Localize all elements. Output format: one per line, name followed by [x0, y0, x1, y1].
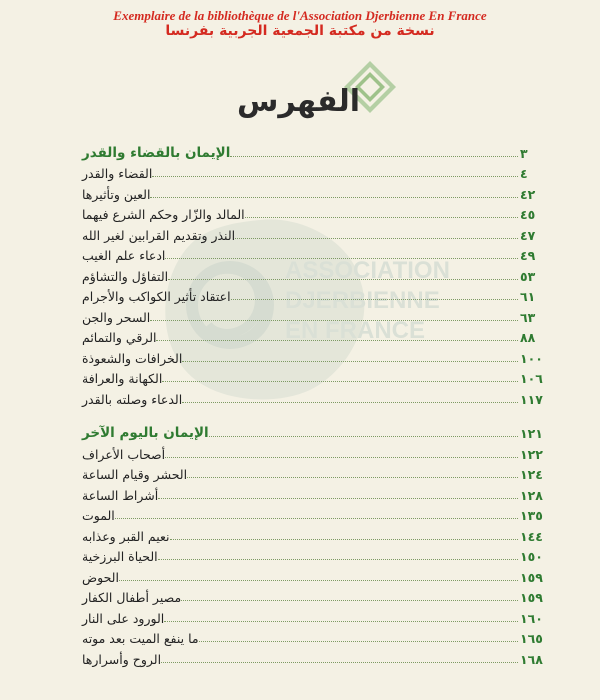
page-number: ٦٣	[520, 309, 536, 325]
toc-entry	[78, 366, 558, 387]
dot-leader	[158, 559, 518, 560]
dot-leader	[231, 299, 518, 300]
entry-title: اعتقاد تأثير الكواكب والأجرام	[82, 289, 231, 304]
dot-leader	[165, 457, 518, 458]
dot-leader	[150, 197, 518, 198]
page-number: ١٦٥	[520, 631, 543, 646]
toc-entry	[78, 161, 558, 182]
library-stamp-arabic: نسخة من مكتبة الجمعية الجربية بفرنسا	[165, 23, 435, 39]
toc-entry	[78, 284, 558, 305]
entry-title: التفاؤل والتشاؤم	[82, 268, 169, 284]
page-title: الفهرس	[236, 84, 360, 119]
dot-leader	[164, 621, 518, 622]
toc-entry	[78, 605, 558, 626]
page-number: ٦١	[520, 289, 536, 304]
page-number: ٤٢	[520, 186, 536, 202]
entry-title: الدعاء وصلته بالقدر	[82, 391, 183, 407]
watermark-line-3: EN FRANCE	[285, 317, 426, 344]
entry-title: العين وتأثيرها	[82, 186, 151, 202]
page-number: ١٥٠	[520, 549, 543, 564]
toc-entry	[78, 325, 558, 346]
toc-entry	[78, 462, 558, 483]
toc-entry	[78, 222, 558, 243]
dot-leader	[199, 641, 518, 642]
entry-title: الكهانة والعرافة	[82, 371, 163, 386]
toc-entry	[78, 181, 558, 202]
table-of-contents	[78, 140, 558, 667]
page-number: ٥٣	[520, 268, 536, 284]
toc-entry	[78, 646, 558, 667]
dot-leader	[182, 361, 518, 362]
toc-entry	[78, 482, 558, 503]
entry-title: نعيم القبر وعذابه	[82, 528, 170, 544]
entry-title: النذر وتقديم القرابين لغير الله	[82, 227, 236, 243]
section-title: الإيمان باليوم الآخر	[82, 425, 209, 441]
toc-entry	[78, 441, 558, 462]
dot-leader	[119, 580, 518, 581]
entry-title: ما ينفع الميت بعد موته	[82, 631, 199, 646]
dot-leader	[182, 402, 518, 403]
toc-entry	[78, 202, 558, 223]
entry-title: السحر والجن	[82, 309, 151, 325]
title-block	[0, 60, 600, 130]
entry-title: الرقي والتمائم	[82, 330, 157, 345]
toc-entry	[78, 503, 558, 524]
section-gap	[78, 407, 558, 421]
toc-entry	[78, 523, 558, 544]
dot-leader	[181, 600, 518, 601]
toc-entry	[78, 564, 558, 585]
page-number: ١٣٥	[520, 508, 543, 523]
page-number: ١٢٢	[520, 446, 543, 462]
section-title: الإيمان بالقضاء والقدر	[82, 144, 231, 161]
page-number: ٣	[520, 145, 528, 161]
section-heading	[78, 421, 558, 442]
entry-title: الورود على النار	[82, 610, 165, 626]
page-number: ١٠٠	[520, 350, 543, 366]
entry-title: الخرافات والشعوذة	[82, 350, 183, 366]
page-number: ٤٧	[520, 227, 536, 243]
dot-leader	[156, 340, 518, 341]
entry-title: مصير أطفال الكفار	[82, 590, 182, 605]
dot-leader	[245, 217, 518, 218]
dot-leader	[168, 279, 518, 280]
page-number: ٤	[520, 166, 528, 181]
entry-title: القضاء والقدر	[82, 166, 153, 181]
page-number: ١٦٠	[520, 610, 543, 626]
page-number: ١٠٦	[520, 371, 543, 386]
entry-title: الروح وأسرارها	[82, 651, 162, 667]
page-number: ١٢١	[520, 426, 543, 441]
page-number: ١٢٨	[520, 487, 543, 503]
dot-leader	[161, 662, 518, 663]
entry-title: ادعاء علم الغيب	[82, 248, 166, 263]
dot-leader	[152, 176, 518, 177]
dot-leader	[158, 498, 518, 499]
entry-title: الحوض	[82, 569, 119, 585]
dot-leader	[165, 258, 518, 259]
dot-leader	[209, 436, 518, 437]
page-number: ١٤٤	[520, 528, 543, 544]
page-number: ١٥٩	[520, 569, 543, 585]
library-stamp-french: Exemplaire de la bibliothèque de l'Association Djerbienne En France	[113, 8, 487, 23]
dot-leader	[170, 539, 518, 540]
toc-entry	[78, 263, 558, 284]
dot-leader	[162, 381, 518, 382]
watermark-line-2: DJERBIENNE	[285, 287, 440, 314]
toc-entry	[78, 386, 558, 407]
dot-leader	[150, 320, 518, 321]
entry-title: الموت	[82, 508, 115, 523]
toc-entry	[78, 243, 558, 264]
toc-entry	[78, 345, 558, 366]
toc-entry	[78, 626, 558, 647]
toc-entry	[78, 544, 558, 565]
dot-leader	[115, 518, 518, 519]
entry-title: الحياة البرزخية	[82, 549, 158, 564]
entry-title: المالد والزّار وحكم الشرع فيهما	[82, 207, 245, 222]
page-number: ١٢٤	[520, 467, 543, 482]
toc-entry	[78, 304, 558, 325]
dot-leader	[187, 477, 518, 478]
entry-title: أشراط الساعة	[82, 487, 159, 503]
entry-title: أصحاب الأعراف	[82, 446, 166, 462]
toc-entry	[78, 585, 558, 606]
entry-title: الحشر وقيام الساعة	[82, 467, 188, 482]
dot-leader	[235, 238, 518, 239]
page-number: ١٦٨	[520, 651, 543, 667]
page-number: ١١٧	[520, 391, 543, 407]
page-number: ٤٩	[520, 248, 536, 263]
page-number: ٤٥	[520, 207, 536, 222]
watermark-line-1: ASSOCIATION	[285, 257, 450, 284]
page-number: ١٥٩	[520, 590, 543, 605]
dot-leader	[230, 156, 518, 157]
page-number: ٨٨	[520, 330, 536, 345]
section-heading	[78, 140, 558, 161]
